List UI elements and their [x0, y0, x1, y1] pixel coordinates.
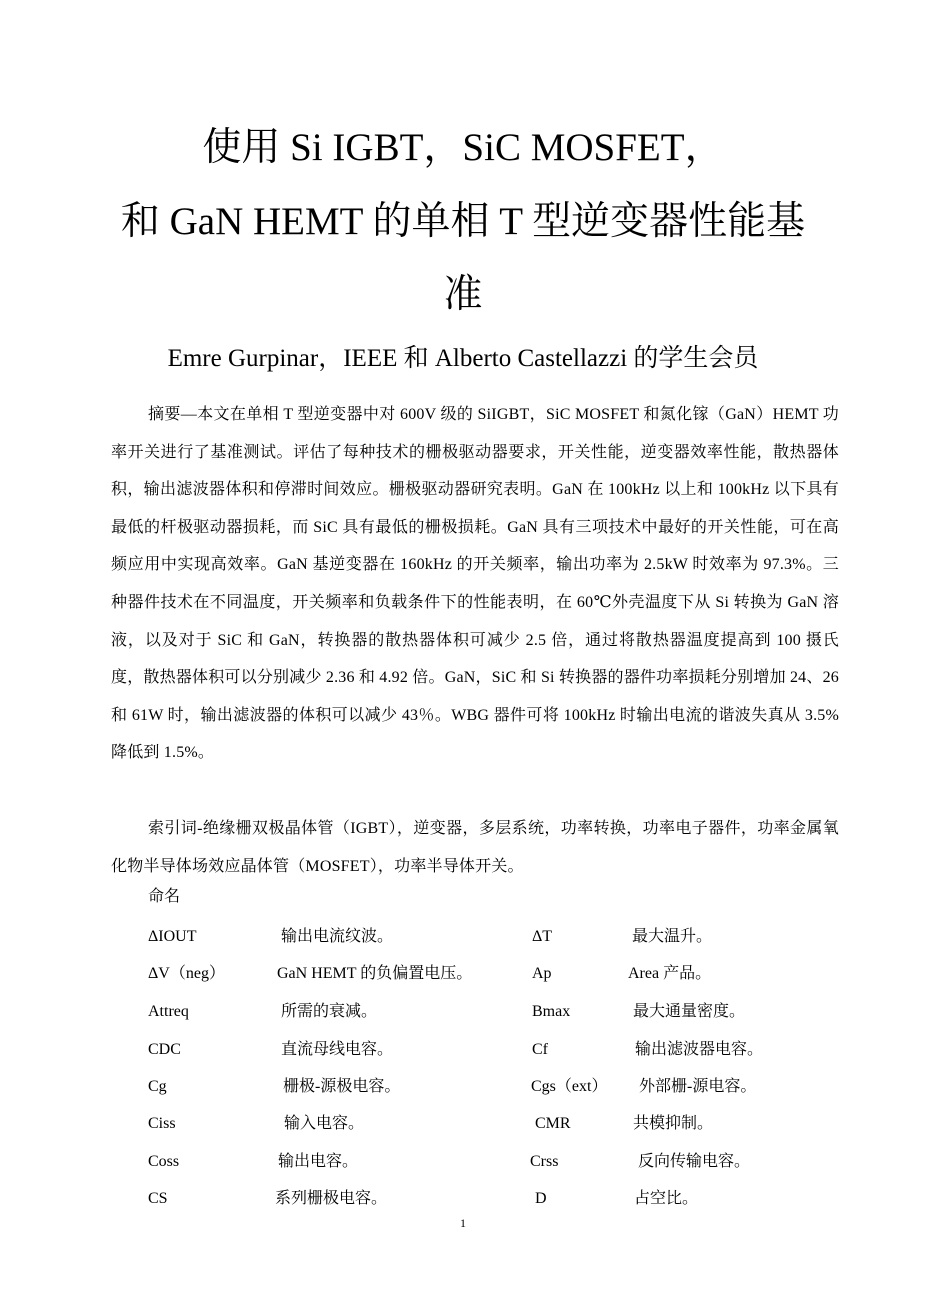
index-terms: 索引词-绝缘栅双极晶体管（IGBT），逆变器，多层系统，功率转换，功率电子器件，功率金属氧化物半导体场效应晶体管（MOSFET），功率半导体开关。	[111, 820, 839, 875]
nomenclature-description: 占空比。	[634, 1190, 699, 1207]
abstract: 摘要—本文在单相 T 型逆变器中对 600V 级的 SiIGBT，SiC MOSFET 和氮化镓（GaN）HEMT 功率开关进行了基准测试。评估了每种技术的栅极驱动器要求，开关性能，逆变器效率性能，散热器体积，输出滤波器体积和停滞时间效应。栅极驱动器研究表明。GaN 在 100kHz 以上和 100kHz 以下具有最低的杆极驱动器损耗，而 SiC 具有最低的栅极损耗。GaN 具有三项技术中最好的开关性能，可在高频应用中实现高效率。GaN 基逆变器在 160kHz 的开关频率，输出功率为 2.5kW 时效率为 97.3%。三种器件技术在不同温度，开关频率和负载条件下的性能表明，在 60℃外壳温度下从 Si 转换为 GaN 溶液，以及对于 SiC 和 GaN，转换器的散热器体积可减少 2.5 倍，通过将散热器温度提高到 100 摄氏度，散热器体积可以分别减少 2.36 和 4.92 倍。GaN，SiC 和 Si 转换器的器件功率损耗分别增加 24、26 和 61W 时，输出滤波器的体积可以减少 43％。WBG 器件可将 100kHz 时输出电流的谐波失真从 3.5%降低到 1.5%。	[111, 406, 839, 762]
title-line-2: 和 GaN HEMT 的单相 T 型逆变器性能基	[120, 200, 806, 243]
title-line-1: 使用 Si IGBT，SiC MOSFET，	[202, 126, 724, 169]
nomenclature-symbol: Attreq	[148, 1003, 189, 1020]
nomenclature-symbol: Coss	[148, 1153, 180, 1170]
nomenclature-description: Area 产品。	[628, 965, 712, 982]
nomenclature-description: 输出电容。	[278, 1153, 359, 1170]
nomenclature-description: 最大温升。	[632, 928, 713, 945]
nomenclature-symbol: Bmax	[532, 1003, 571, 1020]
nomenclature-symbol: CDC	[148, 1041, 181, 1058]
nomenclature-description: 所需的衰减。	[281, 1003, 378, 1020]
nomenclature-symbol: D	[535, 1190, 547, 1207]
nomenclature-description: 系列栅极电容。	[275, 1190, 388, 1207]
nomenclature-description: 反向传输电容。	[638, 1153, 751, 1170]
nomenclature-description: 输出滤波器电容。	[635, 1041, 764, 1058]
nomenclature-symbol: Ap	[532, 965, 552, 982]
nomenclature-symbol: CMR	[535, 1115, 571, 1132]
authors: Emre Gurpinar，IEEE 和 Alberto Castellazzi 的学生会员	[167, 345, 759, 372]
nomenclature-symbol: ΔT	[532, 928, 553, 945]
nomenclature-symbol: ΔIOUT	[148, 928, 197, 945]
nomenclature-symbol: Cgs（ext）	[531, 1078, 608, 1095]
title-line-3: 准	[443, 273, 483, 316]
nomenclature-description: 共模抑制。	[633, 1115, 714, 1132]
nomenclature-description: 外部栅-源电容。	[639, 1078, 757, 1095]
nomenclature-symbol: Crss	[530, 1153, 559, 1170]
nomenclature-heading: 命名	[148, 888, 181, 905]
nomenclature-description: 输入电容。	[284, 1115, 365, 1132]
nomenclature-description: 直流母线电容。	[281, 1041, 394, 1058]
nomenclature-symbol: CS	[148, 1190, 168, 1207]
nomenclature-symbol: ΔV（neg）	[148, 965, 225, 982]
nomenclature-description: GaN HEMT 的负偏置电压。	[277, 965, 473, 982]
nomenclature-description: 输出电流纹波。	[281, 928, 394, 945]
nomenclature-description: 最大通量密度。	[633, 1003, 746, 1020]
nomenclature-symbol: Ciss	[148, 1115, 176, 1132]
nomenclature-symbol: Cf	[532, 1041, 548, 1058]
nomenclature-symbol: Cg	[148, 1078, 167, 1095]
nomenclature-description: 栅极-源极电容。	[283, 1078, 401, 1095]
page-number: 1	[460, 1216, 466, 1230]
